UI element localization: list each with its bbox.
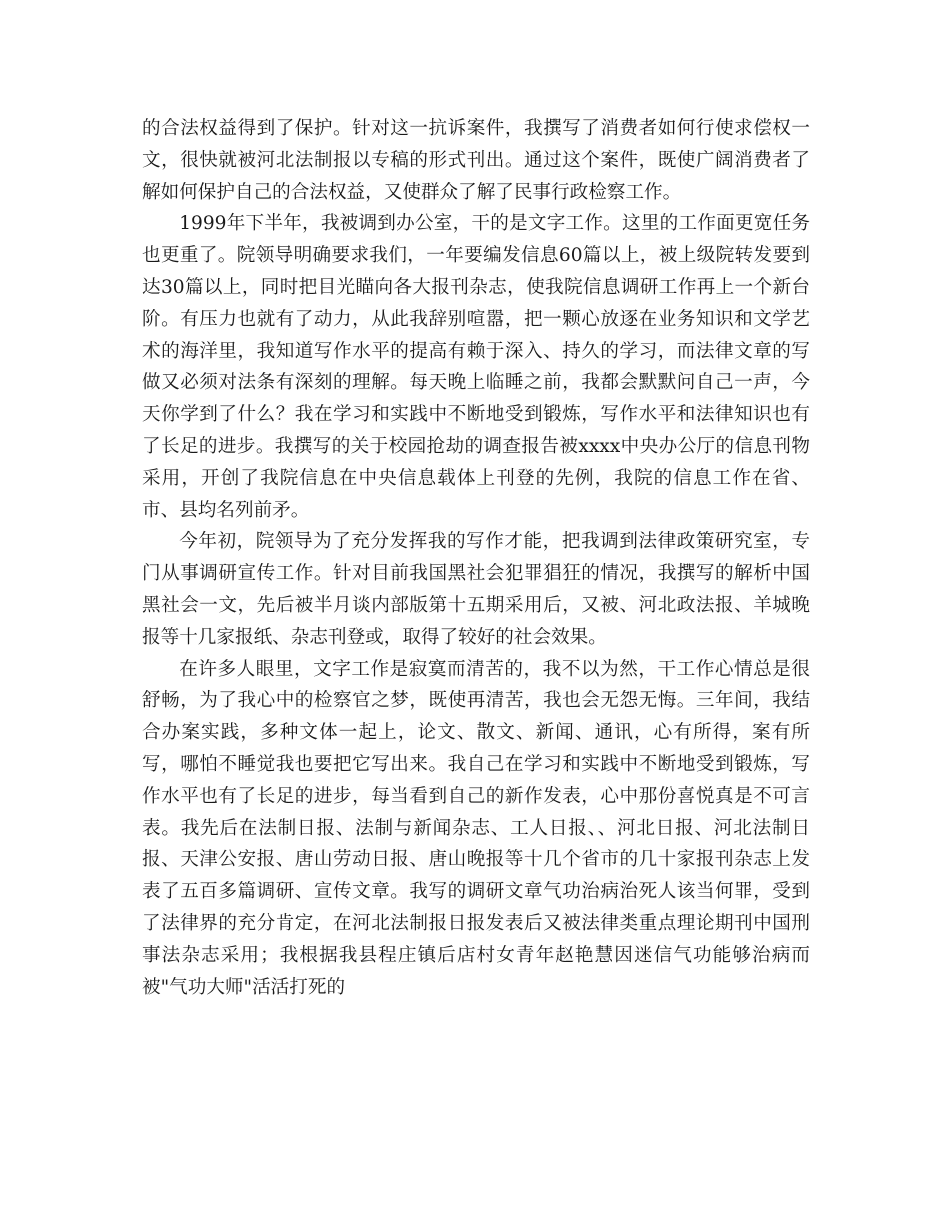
- body-text: [142, 113, 810, 1003]
- paragraph-3: 今年初，院领导为了充分发挥我的写作才能，把我调到法律政策研究室，专门从事调研宣传工作。针对目前我国黑社会犯罪猖狂的情况，我撰写的解析中国黑社会一文，先后被半月谈内部版第十五期采用后，又被、河北政法报、羊城晚报等十几家报纸、杂志刊登或，取得了较好的社会效果。: [142, 531, 810, 648]
- paragraph-4: 在许多人眼里，文字工作是寂寞而清苦的，我不以为然，干工作心情总是很舒畅，为了我心中的检察官之梦，既使再清苦，我也会无怨无悔。三年间，我结合办案实践，多种文体一起上，论文、散文、新闻、通讯，心有所得，案有所写，哪怕不睡觉我也要把它写出来。我自己在学习和实践中不断地受到锻炼，写作水平也有了长足的进步，每当看到自己的新作发表，心中那份喜悦真是不可言表。我先后在法制日报、法制与新闻杂志、工人日报、、河北日报、河北法制日报、天津公安报、唐山劳动日报、唐山晚报等十几个省市的几十家报刊杂志上发表了五百多篇调研、宣传文章。我写的调研文章气功治病治死人该当何罪，受到了法律界的充分肯定，在河北法制报日报发表后又被法律类重点理论期刊中国刑事法杂志采用；我根据我县程庄镇后店村女青年赵艳慧因迷信气功能够治病而被"气功大师"活活打死的: [142, 658, 810, 998]
- paragraph-1: 的合法权益得到了保护。针对这一抗诉案件，我撰写了消费者如何行使求偿权一文，很快就被河北法制报以专稿的形式刊出。通过这个案件，既使广阔消费者了解如何保护自己的合法权益，又使群众了解了民事行政检察工作。: [142, 118, 810, 203]
- paragraph-2: 1999年下半年，我被调到办公室，干的是文字工作。这里的工作面更宽任务也更重了。院领导明确要求我们，一年要编发信息60篇以上，被上级院转发要到达30篇以上，同时把目光瞄向各大报刊杂志，使我院信息调研工作再上一个新台阶。有压力也就有了动力，从此我辞别喧嚣，把一颗心放逐在业务知识和文学艺术的海洋里，我知道写作水平的提高有赖于深入、持久的学习，而法律文章的写做又必须对法条有深刻的理解。每天晚上临睡之前，我都会默默问自己一声，今天你学到了什么？我在学习和实践中不断地受到锻炼，写作水平和法律知识也有了长足的进步。我撰写的关于校园抢劫的调查报告被xxxx中央办公厅的信息刊物采用，开创了我院信息在中央信息载体上刊登的先例，我院的信息工作在省、市、县均名列前矛。: [142, 213, 810, 521]
